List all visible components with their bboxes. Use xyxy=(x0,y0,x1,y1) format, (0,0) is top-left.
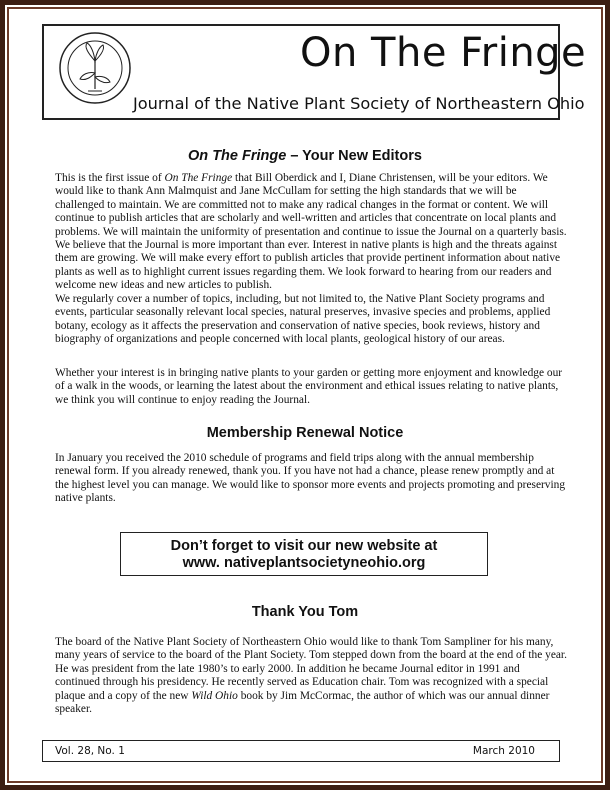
website-callout-line1: Don’t forget to visit our new website at xyxy=(170,538,438,554)
editors-paragraph-3: Whether your interest is in bringing native plants to your garden or getting more enjoyment and knowledge our of a walk in the woods, or learning the latest about the environment and ethical issues relating to native plants, we think you will continue to enjoy reading the Journal. xyxy=(55,367,563,406)
editors-paragraph-1 xyxy=(55,172,567,293)
editors-heading-italic: On The Fringe xyxy=(188,148,287,164)
trillium-seal-icon xyxy=(58,31,132,105)
membership-heading: Membership Renewal Notice xyxy=(206,425,404,441)
editors-heading-rest: – Your New Editors xyxy=(286,148,422,164)
thanks-paragraph xyxy=(55,636,567,716)
journal-title: On The Fringe xyxy=(300,30,587,76)
page-footer xyxy=(42,740,560,762)
issue-date: March 2010 xyxy=(472,745,535,757)
thanks-body-end: book by Jim McCormac, the author of which was our annual dinner speaker. xyxy=(55,689,550,716)
website-url[interactable]: www. nativeplantsocietyneohio.org xyxy=(182,555,426,571)
journal-subtitle: Journal of the Native Plant Society of Northeastern Ohio xyxy=(133,94,585,113)
editors-p1-italic: On The Fringe xyxy=(164,172,233,184)
editors-p1-end: that Bill Oberdick and I, Diane Christensen, will be your editors. We would like to thank Ann Malmquist and Jane McCullam for setting the high standards that we will be challenged to maintain. We are committed not to make any radical changes in the format or content. We will continue to publish articles that are scholarly and well-written and articles that concentrate on local plants and problems. We will maintain the uniformity of presentation and continue to issue the Journal on a quarterly basis. We believe that the Journal is more important than ever. Interest in native plants is high and the threats against them are growing. We will make every effort to publish articles that provide pertinent information about native plants as well as to highlight current issues regarding them. We look forward to hearing from our readers and welcome new ideas and new articles to publish. xyxy=(55,172,567,292)
thanks-body-italic: Wild Ohio xyxy=(191,689,238,702)
editors-paragraph-2: We regularly cover a number of topics, including, but not limited to, the Native Plant Society programs and events, particular seasonally relevant local species, natural preserves, invasive species and problems, applied botany, ecology as it affects the preservation and conservation of native species, book reviews, history and biography of organizations and people concerned with local plants, geological history of our areas. xyxy=(55,293,551,346)
editors-heading xyxy=(0,148,610,164)
membership-paragraph: In January you received the 2010 schedule of programs and field trips along with the annual membership renewal form. If you already renewed, thank you. If you have not had a chance, please renew promptly and at the highest level you can manage. We would like to sponsor more events and projects promoting and preserving native plants. xyxy=(55,452,566,505)
volume-number: Vol. 28, No. 1 xyxy=(55,745,125,757)
website-callout xyxy=(120,532,488,576)
thanks-heading: Thank You Tom xyxy=(251,604,359,620)
editors-p1-start: This is the first issue of xyxy=(55,172,165,184)
thanks-body-start: The board of the Native Plant Society of Northeastern Ohio would like to thank Tom Sampliner for his many, many years of service to the board of the Plant Society. Tom stepped down from the board at the end of the year. He was president from the late 1980’s to early 2000. In addition he became Journal editor in 1991 and continued through his presidency. He recently served as Education chair. Tom was recognized with a special plaque and a copy of the new xyxy=(55,636,567,702)
